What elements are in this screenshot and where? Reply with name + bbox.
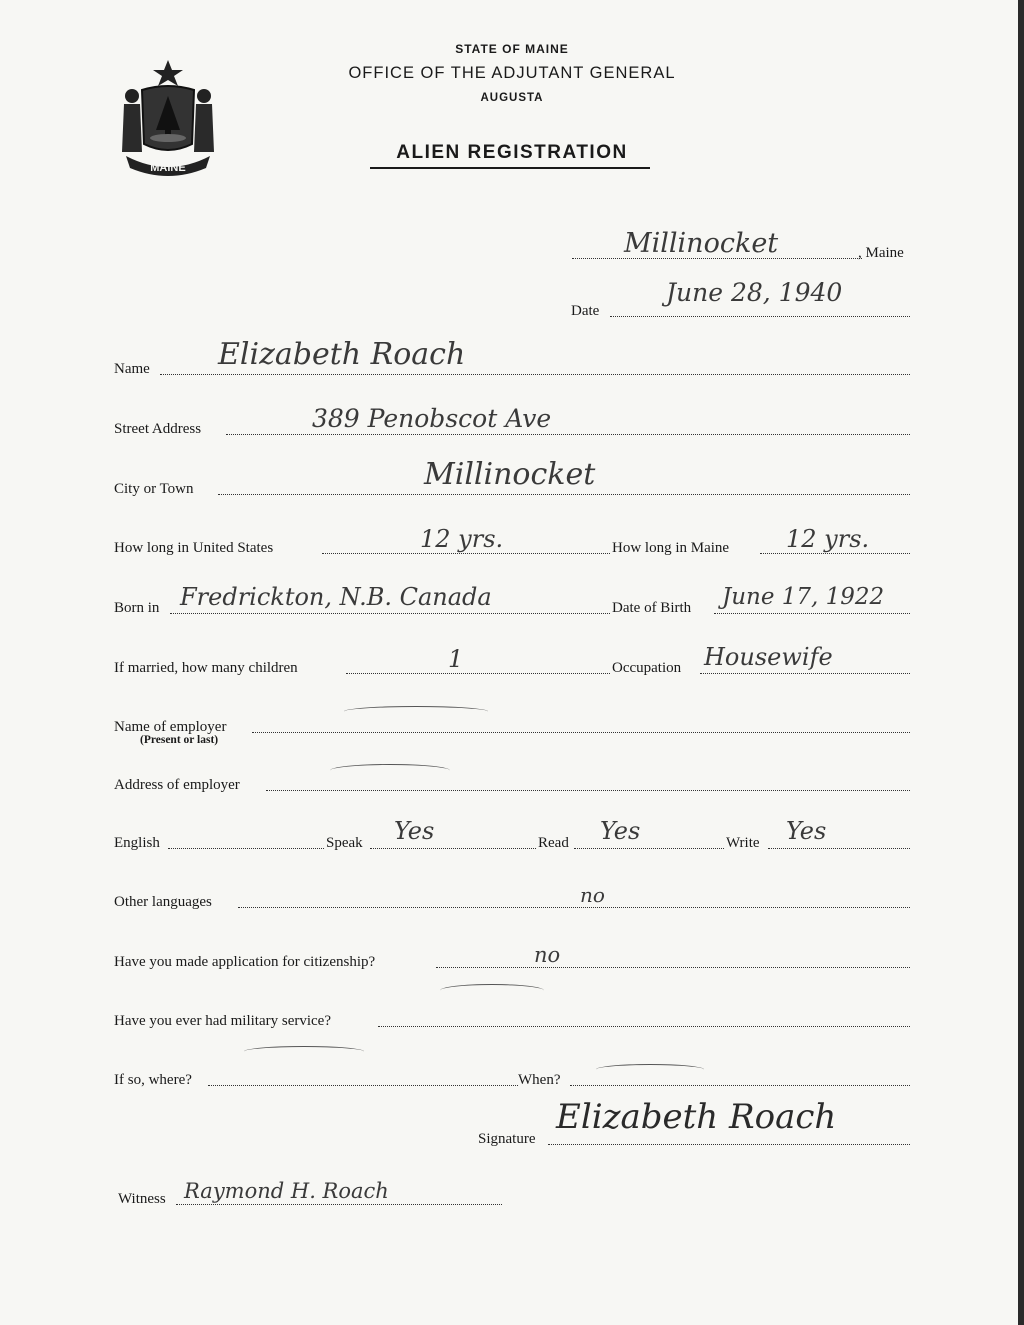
write-line	[768, 848, 910, 849]
title-underline	[370, 167, 650, 169]
occupation-label: Occupation	[612, 660, 682, 676]
when-line	[570, 1085, 910, 1086]
city-label: City or Town	[114, 481, 194, 497]
when-dash	[596, 1064, 704, 1075]
header-office: OFFICE OF THE ADJUTANT GENERAL	[348, 64, 676, 82]
employer-address-label: Address of employer	[114, 777, 240, 793]
write-value: Yes	[786, 817, 827, 845]
military-line	[378, 1026, 910, 1027]
location-value: Millinocket	[624, 228, 779, 259]
military-dash	[440, 984, 544, 997]
form-title: ALIEN REGISTRATION	[396, 142, 628, 163]
street-address-line	[226, 434, 910, 435]
employer-name-line	[252, 732, 910, 733]
read-label: Read	[538, 835, 569, 851]
employer-name-label: Name of employer	[114, 719, 227, 735]
occupation-line	[700, 673, 910, 674]
where-line	[208, 1085, 518, 1086]
citizenship-value: no	[534, 943, 561, 967]
how-long-maine-label: How long in Maine	[612, 540, 730, 556]
how-long-maine-value: 12 yrs.	[786, 525, 870, 553]
employer-address-line	[266, 790, 910, 791]
read-line	[574, 848, 724, 849]
read-value: Yes	[600, 817, 641, 845]
born-in-line	[170, 613, 610, 614]
citizenship-label: Have you made application for citizenship?	[114, 954, 376, 970]
children-line	[346, 673, 610, 674]
city-value: Millinocket	[424, 457, 596, 492]
born-in-value: Fredrickton, N.B. Canada	[180, 583, 492, 611]
date-of-birth-label: Date of Birth	[612, 600, 692, 616]
date-label: Date	[571, 303, 600, 319]
location-suffix: , Maine	[858, 245, 904, 261]
english-line	[168, 848, 324, 849]
name-value: Elizabeth Roach	[218, 337, 466, 372]
children-label: If married, how many children	[114, 660, 298, 676]
employer-name-dash	[344, 706, 488, 717]
date-of-birth-line	[714, 613, 910, 614]
born-in-label: Born in	[114, 600, 160, 616]
witness-value: Raymond H. Roach	[184, 1179, 389, 1203]
witness-label: Witness	[118, 1191, 166, 1207]
other-languages-line	[238, 907, 910, 908]
english-label: English	[114, 835, 160, 851]
header-city: AUGUSTA	[480, 92, 544, 104]
street-address-label: Street Address	[114, 421, 202, 437]
header-state: STATE OF MAINE	[455, 42, 569, 56]
where-dash	[244, 1046, 364, 1057]
how-long-us-label: How long in United States	[114, 540, 274, 556]
date-line	[610, 316, 910, 317]
children-value: 1	[448, 645, 464, 673]
name-line	[160, 374, 910, 375]
speak-value: Yes	[394, 817, 435, 845]
employer-name-sublabel: (Present or last)	[140, 734, 219, 746]
signature-value: Elizabeth Roach	[556, 1097, 837, 1137]
date-value: June 28, 1940	[666, 278, 843, 307]
employer-address-dash	[330, 764, 450, 777]
city-line	[218, 494, 910, 495]
speak-label: Speak	[326, 835, 363, 851]
other-languages-value: no	[580, 883, 605, 907]
seal-banner-text: MAINE	[150, 162, 186, 174]
name-label: Name	[114, 361, 150, 377]
signature-label: Signature	[478, 1131, 536, 1147]
where-label: If so, where?	[114, 1072, 192, 1088]
street-address-value: 389 Penobscot Ave	[312, 404, 552, 433]
citizenship-line	[436, 967, 910, 968]
how-long-us-value: 12 yrs.	[420, 525, 504, 553]
military-label: Have you ever had military service?	[114, 1013, 331, 1029]
date-of-birth-value: June 17, 1922	[722, 584, 885, 610]
occupation-value: Housewife	[704, 643, 833, 671]
signature-line	[548, 1144, 910, 1145]
write-label: Write	[726, 835, 760, 851]
speak-line	[370, 848, 536, 849]
other-languages-label: Other languages	[114, 894, 212, 910]
when-label: When?	[518, 1072, 561, 1088]
